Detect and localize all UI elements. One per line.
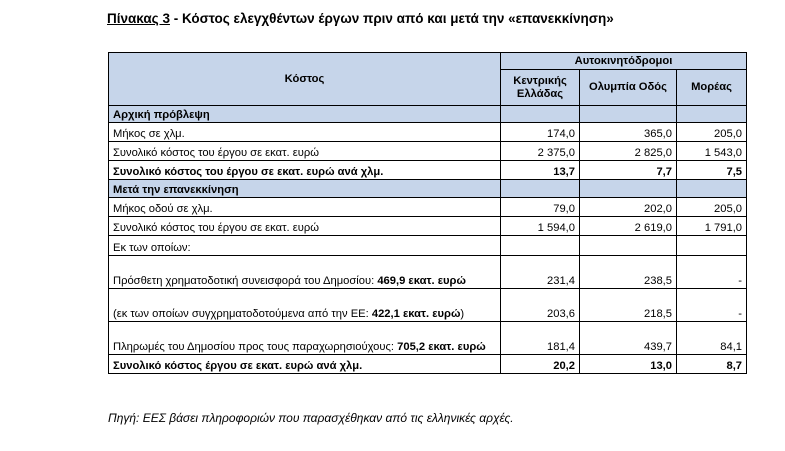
cell-value: 1 594,0 [501,217,580,236]
cell-value: 8,7 [677,355,747,374]
table-caption [107,11,614,26]
cell-value: 238,5 [580,256,677,289]
row-label: Μήκος σε χλμ. [109,123,501,142]
header-col-olympia-odos: Ολυμπία Οδός [580,70,677,106]
header-col-moreas: Μορέας [677,70,747,106]
cell-value: 2 825,0 [580,142,677,161]
table-row [109,289,747,322]
row-label [109,289,501,322]
table-row [109,322,747,355]
row-label: Συνολικό κόστος του έργου σε εκατ. ευρώ [109,142,501,161]
header-row-group [109,53,747,70]
cell-value: 174,0 [501,123,580,142]
row-label: Μήκος οδού σε χλμ. [109,198,501,217]
cell-value: 218,5 [580,289,677,322]
cell-value: 1 791,0 [677,217,747,236]
cost-table [108,52,747,374]
cell-value: - [677,256,747,289]
section-title: Αρχική πρόβλεψη [109,106,501,123]
cell-value: - [677,289,747,322]
header-motorways: Αυτοκινητόδρομοι [501,53,747,70]
row-label-text: Πληρωμές του Δημοσίου προς τους παραχωρησιούχους: [113,341,398,353]
row-label [109,322,501,355]
section-title: Μετά την επανεκκίνηση [109,180,501,198]
cell-value: 2 375,0 [501,142,580,161]
cell-value: 7,7 [580,161,677,180]
cell-value: 7,5 [677,161,747,180]
table-row [109,161,747,180]
caption-label: Πίνακας 3 [107,11,170,26]
header-cost: Κόστος [109,53,501,106]
cell-value: 1 543,0 [677,142,747,161]
table-row [109,355,747,374]
cell-value: 439,7 [580,322,677,355]
table-row [109,217,747,236]
cell-value: 205,0 [677,198,747,217]
table-row [109,236,747,256]
caption-separator: - [169,11,182,26]
row-label-text: (εκ των οποίων συγχρηματοδοτούμενα από την ΕΕ: [113,308,372,320]
row-label-amount: 422,1 εκατ. ευρώ [371,308,461,320]
cell-value [677,236,747,256]
cell-value: 13,7 [501,161,580,180]
cell-value [501,236,580,256]
cell-value: 84,1 [677,322,747,355]
section-row [109,106,747,123]
cell-value: 203,6 [501,289,580,322]
section-row [109,180,747,198]
row-label: Συνολικό κόστος έργου σε εκατ. ευρώ ανά χλμ. [109,355,501,374]
row-label-amount: 705,2 εκατ. ευρώ [397,341,486,353]
row-label: Συνολικό κόστος του έργου σε εκατ. ευρώ [109,217,501,236]
cell-value: 181,4 [501,322,580,355]
section-cell [501,180,580,198]
source-note: Πηγή: ΕΕΣ βάσει πληροφοριών που παρασχέθηκαν από τις ελληνικές αρχές. [108,411,514,425]
cell-value [580,236,677,256]
row-label [109,256,501,289]
cell-value: 20,2 [501,355,580,374]
row-label-amount: 469,9 εκατ. ευρώ [377,275,466,287]
cell-value: 365,0 [580,123,677,142]
table-row [109,123,747,142]
caption-title: Κόστος ελεγχθέντων έργων πριν από και μετά την «επανεκκίνηση» [181,11,614,26]
row-label-end: ) [460,308,465,320]
section-cell [677,180,747,198]
cell-value: 13,0 [580,355,677,374]
section-cell [501,106,580,123]
table-row [109,198,747,217]
table-row [109,142,747,161]
cell-value: 202,0 [580,198,677,217]
cell-value: 2 619,0 [580,217,677,236]
cell-value: 231,4 [501,256,580,289]
section-cell [580,106,677,123]
table-row [109,256,747,289]
section-cell [580,180,677,198]
header-col-central-greece: Κεντρικής Ελλάδας [501,70,580,106]
cell-value: 205,0 [677,123,747,142]
row-label-text: Πρόσθετη χρηματοδοτική συνεισφορά του Δημοσίου: [113,275,378,287]
row-label: Συνολικό κόστος του έργου σε εκατ. ευρώ ανά χλμ. [109,161,501,180]
row-label: Εκ των οποίων: [109,236,501,256]
section-cell [677,106,747,123]
cell-value: 79,0 [501,198,580,217]
